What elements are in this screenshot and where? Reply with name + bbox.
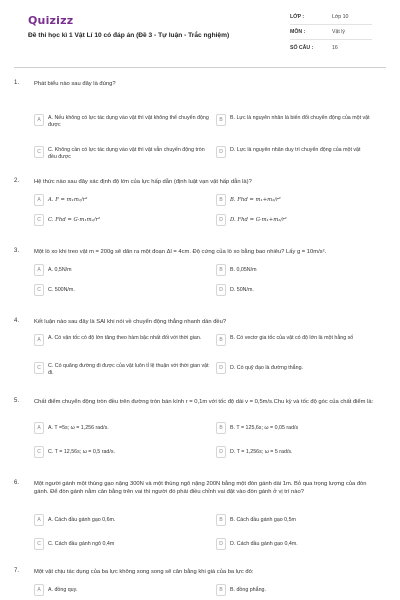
question-number: 5. xyxy=(14,398,20,404)
option-text: A. 0,5N/m xyxy=(48,267,72,273)
question-number: 4. xyxy=(14,318,20,324)
option-text: A. Cách đầu gánh gạo 0,6m. xyxy=(48,517,116,523)
option-letter-box: A xyxy=(34,114,44,126)
question-text: Hệ thức nào sau đây xác định độ lớn của lực hấp dẫn (định luật vạn vật hấp dẫn là)? xyxy=(34,179,252,185)
option-letter-box: B xyxy=(216,422,226,434)
option-letter-box: D xyxy=(216,284,226,296)
option-a[interactable] xyxy=(34,422,214,436)
question-number: 6. xyxy=(14,480,20,486)
question-number: 3. xyxy=(14,248,20,254)
question-text: Kết luận nào sau đây là SAI khi nói về chuyển động thẳng nhanh dần đều? xyxy=(34,319,227,325)
option-letter-box: C xyxy=(34,538,44,550)
quizizz-logo[interactable]: Quizizz xyxy=(28,14,74,27)
option-b[interactable] xyxy=(216,114,386,128)
option-a[interactable] xyxy=(34,264,214,278)
option-letter-box: B xyxy=(216,334,226,346)
option-letter-box: D xyxy=(216,446,226,458)
option-letter-box: C xyxy=(34,362,44,374)
option-a[interactable] xyxy=(34,584,214,598)
option-text: B. Cách đầu gánh gạo 0,5m xyxy=(230,517,296,523)
option-text: B. 0,05N/m xyxy=(230,267,257,273)
option-letter-box: B xyxy=(216,114,226,126)
option-text: A. F = m₁m₂/r² xyxy=(48,197,88,203)
option-a[interactable] xyxy=(34,514,214,528)
option-b[interactable] xyxy=(216,334,386,348)
option-a[interactable] xyxy=(34,334,214,348)
option-letter-box: D xyxy=(216,362,226,374)
option-b[interactable] xyxy=(216,584,386,598)
option-letter-box: B xyxy=(216,584,226,596)
meta-value: Vật lý xyxy=(332,29,345,35)
meta-value: Lớp 10 xyxy=(332,14,349,20)
option-b[interactable] xyxy=(216,514,386,528)
option-letter-box: D xyxy=(216,214,226,226)
meta-value: 16 xyxy=(332,44,338,51)
option-text: A. Nếu không có lực tác dụng vào vật thì vật không thể chuyển động được xyxy=(48,115,209,128)
option-text: B. Lực là nguyên nhân là biến đổi chuyển động của một vật xyxy=(230,115,370,121)
option-a[interactable] xyxy=(34,194,214,208)
option-letter-box: A xyxy=(34,422,44,434)
option-letter-box: C xyxy=(34,446,44,458)
question-number: 1. xyxy=(14,80,20,86)
meta-row-count xyxy=(290,40,372,55)
question-text: Một vật chịu tác dụng của ba lực không song song sẽ cân bằng khi giá của ba lực đó: xyxy=(34,569,254,575)
option-text: C. Không cần có lực tác dụng vào vật thì vật vẫn chuyển động tròn đều được xyxy=(48,147,205,160)
option-text: D. Có quỹ đạo là đường thẳng. xyxy=(230,365,303,371)
question-2 xyxy=(14,178,386,238)
header-divider xyxy=(14,67,386,68)
question-number: 2. xyxy=(14,178,20,184)
option-d[interactable] xyxy=(216,284,386,298)
option-letter-box: D xyxy=(216,538,226,550)
option-letter-box: A xyxy=(34,194,44,206)
option-text: D. 50N/m. xyxy=(230,287,254,293)
option-text: D. Cách đầu gánh gạo 0,4m. xyxy=(230,541,298,547)
question-3 xyxy=(14,248,386,308)
option-letter-box: C xyxy=(34,284,44,296)
option-letter-box: B xyxy=(216,194,226,206)
question-6 xyxy=(14,480,386,560)
option-text: C. Fhd = G·m₁m₂/r² xyxy=(48,217,101,223)
option-c[interactable] xyxy=(34,446,214,460)
option-text: D. Lực là nguyên nhân duy trì chuyển động của một vật xyxy=(230,147,361,153)
option-letter-box: A xyxy=(34,264,44,276)
meta-row-class xyxy=(290,10,372,25)
question-4 xyxy=(14,318,386,388)
option-letter-box: B xyxy=(216,514,226,526)
option-text: D. Fhd = G·m₁+m₂/r² xyxy=(230,217,287,223)
option-text: A. Có vận tốc có độ lớn tăng theo hàm bậc nhất đối với thời gian. xyxy=(48,335,202,341)
option-letter-box: C xyxy=(34,214,44,226)
option-c[interactable] xyxy=(34,362,214,376)
option-letter-box: A xyxy=(34,514,44,526)
option-text: A. T =5s; ω = 1,256 rad/s. xyxy=(48,425,109,431)
option-c[interactable] xyxy=(34,214,214,228)
option-c[interactable] xyxy=(34,538,214,552)
option-text: C. Có quãng đường đi được của vật luôn tỉ lệ thuận với thời gian vật đi. xyxy=(48,363,209,376)
option-d[interactable] xyxy=(216,362,386,376)
question-text: Chất điểm chuyển động tròn đều trên đường tròn bán kính r = 0,1m với tốc độ dài v = 0,5m/s.Chu kỳ và tốc độ góc của chất điểm là: xyxy=(34,399,374,405)
option-text: D. T = 1,256s; ω = 5 rad/s. xyxy=(230,449,293,455)
option-letter-box: A xyxy=(34,584,44,596)
option-a[interactable] xyxy=(34,114,214,128)
question-text: Một người gánh một thùng gạo nặng 300N và một thùng ngô nặng 200N bằng một đòn gánh dài 1m. Bỏ qua trọng lượng của đòn gánh. Để đòn gánh nằm cân bằng trên vai thì người đó phải điều chỉnh vai đặt vào đòn gánh ở vị trí nào? xyxy=(34,481,367,495)
option-letter-box: A xyxy=(34,334,44,346)
option-b[interactable] xyxy=(216,264,386,278)
question-number: 7. xyxy=(14,568,20,574)
option-text: B. Có vectơ gia tốc của vật có độ lớn là một hằng số xyxy=(230,335,354,341)
option-letter-box: C xyxy=(34,146,44,158)
option-text: C. T = 12,56s; ω = 0,5 rad/s. xyxy=(48,449,115,455)
option-text: A. đồng quy. xyxy=(48,587,78,593)
meta-label: MÔN : xyxy=(290,29,306,35)
option-c[interactable] xyxy=(34,146,214,160)
question-7 xyxy=(14,568,386,600)
option-letter-box: D xyxy=(216,146,226,158)
option-letter-box: B xyxy=(216,264,226,276)
option-text: B. Fhd = m₁+m₂/r² xyxy=(230,197,281,203)
option-b[interactable] xyxy=(216,194,386,208)
option-text: B. đồng phẳng. xyxy=(230,587,266,593)
question-1 xyxy=(14,80,386,160)
meta-label: SỐ CÂU : xyxy=(290,44,314,51)
option-b[interactable] xyxy=(216,422,386,436)
meta-row-subject xyxy=(290,25,372,40)
meta-label: LỚP : xyxy=(290,14,305,20)
option-d[interactable] xyxy=(216,214,386,228)
option-text: B. T = 125,6s; ω = 0,05 rad/s xyxy=(230,425,299,431)
option-d[interactable] xyxy=(216,446,386,460)
option-text: C. Cách đầu gánh ngô 0,4m xyxy=(48,541,115,547)
option-d[interactable] xyxy=(216,538,386,552)
option-d[interactable] xyxy=(216,146,386,160)
question-text: Phát biểu nào sau đây là đúng? xyxy=(34,81,116,87)
question-5 xyxy=(14,398,386,468)
question-text: Một lò xo khi treo vật m = 200g sẽ dãn ra một đoạn Δl = 4cm. Độ cứng của lò xo bằng bao nhiêu? Lấy g = 10m/s². xyxy=(34,249,327,255)
page-title: Đề thi học kì 1 Vật Lí 10 có đáp án (Đề 3 - Tự luận - Trắc nghiệm) xyxy=(28,32,230,39)
option-c[interactable] xyxy=(34,284,214,298)
header xyxy=(14,0,386,64)
option-text: C. 500N/m. xyxy=(48,287,75,293)
meta-panel xyxy=(290,10,372,55)
